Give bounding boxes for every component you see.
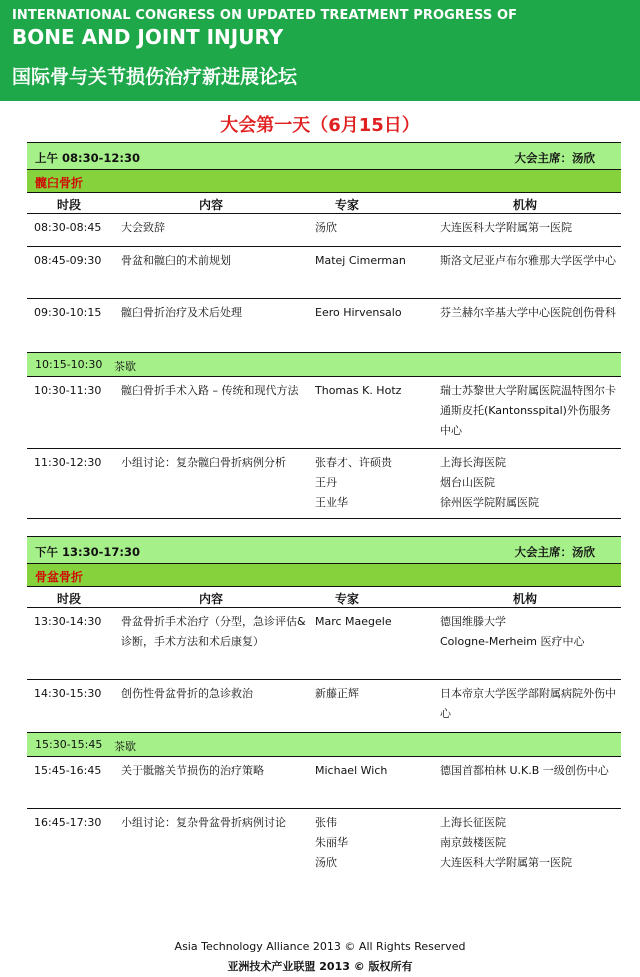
row-institution: 日本帝京大学医学部附属病院外伤中心	[440, 687, 616, 720]
row-institution: 斯洛文尼亚卢布尔雅那大学医学中心	[440, 254, 616, 267]
row-topic: 髋臼骨折治疗及术后处理	[121, 306, 242, 319]
row-institution: 芬兰赫尔辛基大学中心医院创伤骨科	[440, 306, 616, 319]
row-institution: 上海长海医院 烟台山医院 徐州医学院附属医院	[440, 456, 539, 509]
column-header-institution: 机构	[513, 592, 538, 606]
afternoon-schedule-table	[27, 536, 621, 879]
row-institution: 瑞士苏黎世大学附属医院温特图尔卡通斯皮托(Kantonsspital)外伤服务中心	[440, 384, 616, 437]
table-row	[27, 214, 621, 247]
table-row	[27, 247, 621, 299]
row-expert: 张春才、许硕贵 王丹 王业华	[315, 456, 392, 509]
row-expert: 张伟 朱丽华 汤欣	[315, 816, 348, 869]
row-institution: 德国首都柏林 U.K.B 一级创伤中心	[440, 764, 609, 777]
footer-copyright-cn: 亚洲技术产业联盟 2013 © 版权所有	[227, 960, 413, 973]
break-time: 10:15-10:30	[35, 358, 103, 371]
row-topic: 髋臼骨折手术入路 – 传统和现代方法	[121, 384, 299, 397]
column-header-time: 时段	[57, 198, 82, 212]
table-row	[27, 757, 621, 809]
break-label: 茶歇	[114, 360, 136, 373]
day-title: 大会第一天（6月15日）	[220, 115, 420, 136]
topic-label: 髋臼骨折	[35, 176, 84, 190]
table-row	[27, 377, 621, 449]
column-header-row	[27, 586, 621, 608]
break-time: 15:30-15:45	[35, 738, 103, 751]
row-time: 08:45-09:30	[34, 254, 102, 267]
column-header-row	[27, 192, 621, 214]
row-expert: Eero Hirvensalo	[315, 306, 402, 319]
row-time: 11:30-12:30	[34, 456, 102, 469]
row-institution: 大连医科大学附属第一医院	[440, 221, 572, 234]
break-row	[27, 732, 621, 757]
row-time: 16:45-17:30	[34, 816, 102, 829]
row-expert: Michael Wich	[315, 764, 388, 777]
row-time: 08:30-08:45	[34, 221, 102, 234]
session-header-afternoon	[27, 536, 621, 563]
row-topic: 关于骶髂关节损伤的治疗策略	[121, 764, 264, 777]
row-time: 13:30-14:30	[34, 615, 102, 628]
column-header-expert: 专家	[335, 592, 360, 606]
row-expert: 新藤正辉	[315, 687, 359, 700]
morning-schedule-table	[27, 142, 621, 519]
row-topic: 小组讨论：复杂髋臼骨折病例分析	[121, 456, 286, 469]
row-topic: 小组讨论：复杂骨盆骨折病例讨论	[121, 816, 286, 829]
column-header-topic: 内容	[199, 592, 224, 606]
topic-bar-acetabular	[27, 169, 621, 192]
row-time: 09:30-10:15	[34, 306, 102, 319]
session-label: 上午 08:30-12:30	[35, 151, 140, 165]
session-header-morning	[27, 142, 621, 169]
column-header-topic: 内容	[199, 198, 224, 212]
header-chinese-title: 国际骨与关节损伤治疗新进展论坛	[12, 66, 298, 88]
header-english-line1: INTERNATIONAL CONGRESS ON UPDATED TREATMENT PROGRESS OF	[12, 8, 518, 23]
break-row	[27, 352, 621, 377]
table-row	[27, 809, 621, 879]
break-label: 茶歇	[114, 740, 136, 753]
row-topic: 大会致辞	[121, 221, 165, 234]
row-time: 15:45-16:45	[34, 764, 102, 777]
row-topic: 骨盆骨折手术治疗（分型，急诊评估&诊断，手术方法和术后康复）	[121, 615, 306, 648]
footer-copyright-en: Asia Technology Alliance 2013 © All Rights Reserved	[174, 940, 466, 953]
row-expert: Marc Maegele	[315, 615, 392, 628]
session-chair: 大会主席：汤欣	[514, 151, 595, 165]
row-expert: Thomas K. Hotz	[315, 384, 402, 397]
topic-bar-pelvic	[27, 563, 621, 586]
column-header-institution: 机构	[513, 198, 538, 212]
row-time: 10:30-11:30	[34, 384, 102, 397]
topic-label: 骨盆骨折	[35, 570, 84, 584]
table-row	[27, 680, 621, 732]
row-topic: 创伤性骨盆骨折的急诊救治	[121, 687, 253, 700]
header-english-line2: BONE AND JOINT INJURY	[12, 25, 284, 49]
row-time: 14:30-15:30	[34, 687, 102, 700]
column-header-time: 时段	[57, 592, 82, 606]
row-expert: 汤欣	[315, 221, 337, 234]
row-topic: 骨盆和髋臼的术前规划	[121, 254, 231, 267]
session-chair: 大会主席：汤欣	[514, 545, 595, 559]
row-institution: 德国维滕大学 Cologne-Merheim 医疗中心	[440, 615, 585, 648]
row-institution: 上海长征医院 南京鼓楼医院 大连医科大学附属第一医院	[440, 816, 572, 869]
session-label: 下午 13:30-17:30	[35, 545, 140, 559]
column-header-expert: 专家	[335, 198, 360, 212]
row-expert: Matej Cimerman	[315, 254, 406, 267]
table-row	[27, 299, 621, 352]
table-row	[27, 449, 621, 519]
table-row	[27, 608, 621, 680]
page-header	[0, 0, 640, 101]
